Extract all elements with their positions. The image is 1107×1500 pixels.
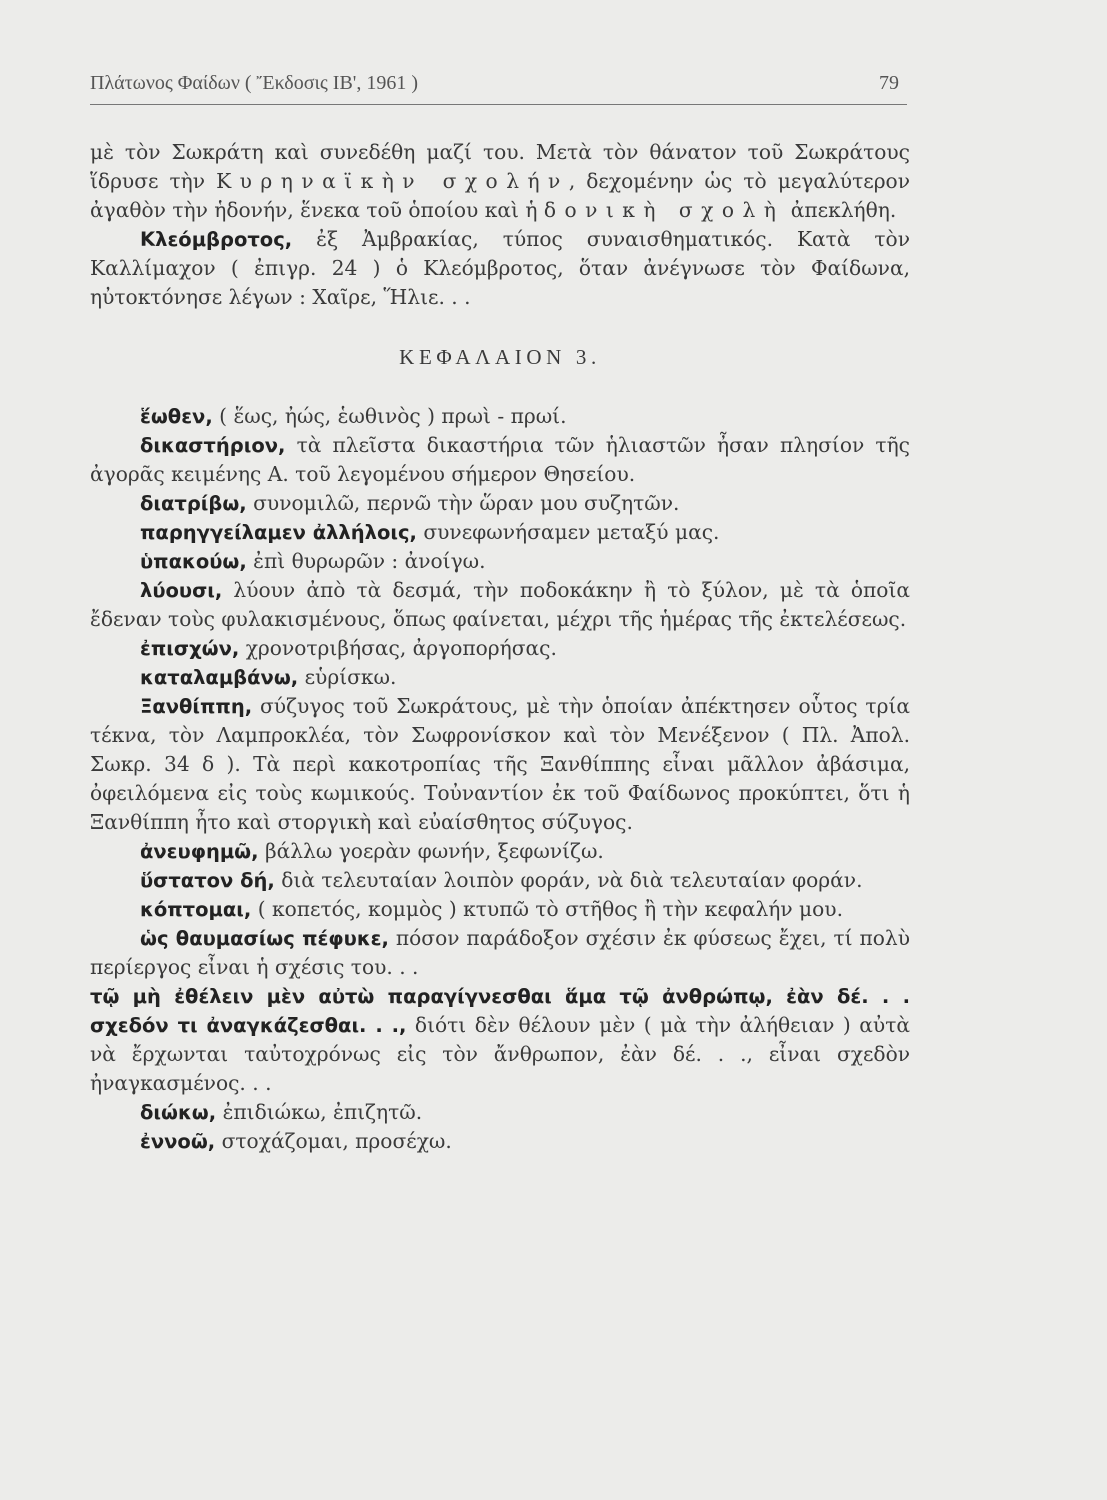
entry-term: ἀνευφημῶ, <box>140 840 259 863</box>
glossary-entry <box>90 837 910 866</box>
running-header <box>90 72 907 105</box>
glossary-entry <box>90 518 910 547</box>
entry-definition: λύουν ἀπὸ τὰ δεσμά, τὴν ποδοκάκην ἢ τὸ ξύλον, μὲ τὰ ὁποῖα ἔδεναν τοὺς φυλακισμένους, ὅπως φαίνεται, μέχρι τῆς ἡμέρας τῆς ἐκτελέσεως. <box>90 578 910 631</box>
glossary-entry <box>90 692 910 837</box>
entry-kleombrotos <box>90 225 910 312</box>
entry-term: κόπτομαι, <box>140 898 252 921</box>
intro-text-1: μὲ τὸν Σωκράτη καὶ συνεδέθη μαζί του. Μετὰ τὸν θάνατον τοῦ Σωκράτους ἵδρυσε τὴν <box>90 140 910 193</box>
glossary-entry <box>90 402 910 431</box>
entry-term: δικαστήριον, <box>140 434 286 457</box>
entry-definition: ἐπὶ θυρωρῶν : ἀνοίγω. <box>246 549 486 573</box>
entry-term: Κλεόμβροτος, <box>140 228 293 251</box>
entry-term: ἐπισχών, <box>140 637 240 660</box>
glossary-entry <box>90 895 910 924</box>
intro-text-2: , δεχομένην ὡς τὸ μεγαλύτερον ἀγαθὸν τὴν ἡδονήν, ἕνεκα τοῦ ὁποίου καὶ ἡ <box>90 169 910 222</box>
entry-definition: συνεφωνήσαμεν μεταξύ μας. <box>416 520 720 544</box>
body-text <box>90 138 910 1156</box>
quote-term: τῷ μὴ ἐθέλειν μὲν αὐτὼ παραγίγνεσθαι ἅμα τῷ ἀνθρώπῳ, ἐὰν δέ. . . σχεδόν τι ἀναγκάζεσθαι. . ., <box>90 985 910 1037</box>
glossary-entry <box>90 576 910 634</box>
entry-term: λύουσι, <box>140 579 223 602</box>
entry-definition: συνομιλῶ, περνῶ τὴν ὥραν μου συζητῶν. <box>246 491 680 515</box>
entry-definition: ἐξ Ἀμβρακίας, τύπος συναισθηματικός. Κατὰ τὸν Καλλίμαχον ( ἐπιγρ. 24 ) ὁ Κλεόμβροτος, ὅταν ἀνέγνωσε τὸν Φαίδωνα, ηὐτοκτόνησε λέγων : Χαῖρε, Ἥλιε. . . <box>90 227 910 309</box>
entry-definition: σύζυγος τοῦ Σωκράτους, μὲ τὴν ὁποίαν ἀπέκτησεν οὗτος τρία τέκνα, τὸν Λαμπροκλέα, τὸν Σωφρονίσκον καὶ τὸν Μενέξενον ( Πλ. Ἀπολ. Σωκρ. 34 δ ). Τὰ περὶ κακοτροπίας τῆς Ξανθίππης εἶναι μᾶλλον ἀβάσιμα, ὀφειλόμενα εἰς τοὺς κωμικούς. Τοὐναντίον ἐκ τοῦ Φαίδωνος προκύπτει, ὅτι ἡ Ξανθίππη ἦτο καὶ στοργικὴ καὶ εὐαίσθητος σύζυγος. <box>90 694 910 834</box>
entry-term: ἐννοῶ, <box>140 1130 216 1153</box>
glossary-entry <box>90 663 910 692</box>
entry-definition: χρονοτριβήσας, ἀργοπορήσας. <box>239 636 557 660</box>
glossary-entry <box>90 1098 910 1127</box>
spaced-term-cyrenaic: Κυρηναϊκὴν σχολήν <box>216 169 569 193</box>
chapter-heading: ΚΕΦΑΛΑΙΟΝ 3. <box>399 345 601 369</box>
entry-term: ὡς θαυμασίως πέφυκε, <box>140 927 389 950</box>
entry-definition: στοχάζομαι, προσέχω. <box>215 1129 452 1153</box>
entry-definition: τὰ πλεῖστα δικαστήρια τῶν ἡλιαστῶν ἦσαν πλησίον τῆς ἀγορᾶς κειμένης Α. τοῦ λεγομένου σήμερον Θησείου. <box>90 433 910 486</box>
entry-definition: διὰ τελευταίαν λοιπὸν φοράν, νὰ διὰ τελευταίαν φοράν. <box>274 868 863 892</box>
entry-definition: ( ἕως, ἠώς, ἑωθινὸς ) πρωὶ - πρωί. <box>212 404 567 428</box>
entry-term: ὕστατον δή, <box>140 869 275 892</box>
page-number: 79 <box>879 72 899 94</box>
header-title: Πλάτωνος Φαίδων ( Ἔκδοσις ΙΒ', 1961 ) <box>90 72 419 94</box>
entry-term: ἕωθεν, <box>140 405 213 428</box>
entry-term: Ξανθίππη, <box>140 695 253 718</box>
entry-term: διατρίβω, <box>140 492 247 515</box>
entry-definition: εὑρίσκω. <box>298 665 397 689</box>
entry-definition: βάλλω γοερὰν φωνήν, ξεφωνίζω. <box>258 839 604 863</box>
entry-term: καταλαμβάνω, <box>140 666 299 689</box>
entry-definition: πόσον παράδοξον σχέσιν ἐκ φύσεως ἔχει, τί πολὺ περίεργος εἶναι ἡ σχέσις του. . . <box>90 926 910 979</box>
glossary-entry <box>90 924 910 982</box>
glossary-entry <box>90 547 910 576</box>
quote-entry <box>90 982 910 1098</box>
intro-paragraph <box>90 138 910 225</box>
glossary-entry <box>90 489 910 518</box>
entry-term: παρηγγείλαμεν ἀλλήλοις, <box>140 521 417 544</box>
spaced-term-hedonic: δονικὴ σχολὴ <box>543 198 785 222</box>
entry-definition: ( κοπετός, κομμὸς ) κτυπῶ τὸ στῆθος ἢ τὴν κεφαλήν μου. <box>251 897 843 921</box>
quote-definition: διότι δὲν θέλουν μὲν ( μὰ τὴν ἀλήθειαν ) αὐτὰ νὰ ἔρχωνται ταὐτοχρόνως εἰς τὸν ἄνθρωπον, ἐὰν δέ. . ., εἶναι σχεδὸν ἠναγκασμένος. . . <box>90 1013 911 1095</box>
glossary-entry <box>90 866 910 895</box>
glossary-entry <box>90 1127 910 1156</box>
entry-term: διώκω, <box>140 1101 217 1124</box>
glossary-entry <box>90 634 910 663</box>
entry-definition: ἐπιδιώκω, ἐπιζητῶ. <box>216 1100 423 1124</box>
entry-term: ὑπακούω, <box>140 550 247 573</box>
intro-text-3: ἀπεκλήθη. <box>784 198 897 222</box>
glossary-entry <box>90 431 910 489</box>
